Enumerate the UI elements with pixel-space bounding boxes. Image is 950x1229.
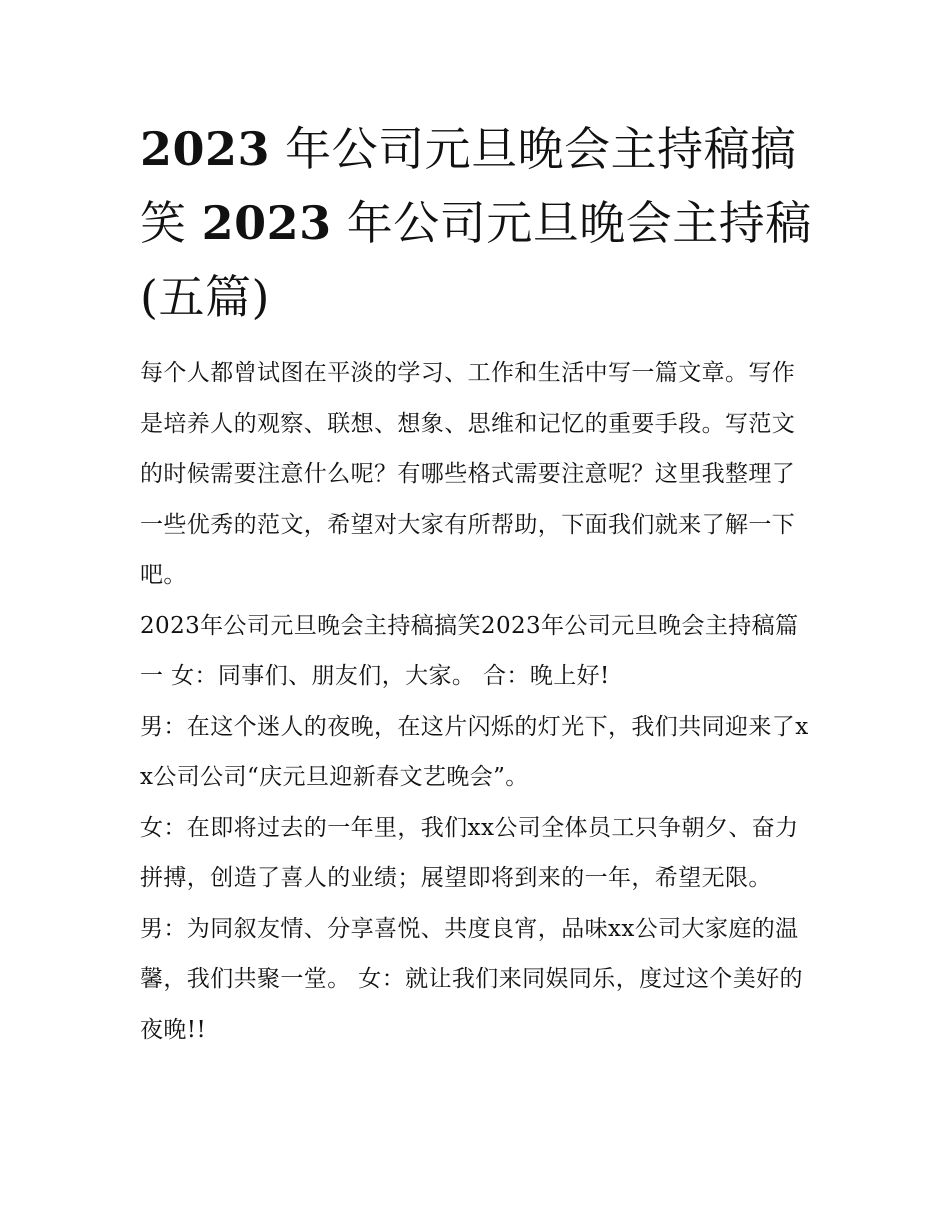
title-year-1: 2023 [140, 122, 271, 176]
title-text-1: 年公司元旦晚会主持稿搞笑 [140, 122, 797, 250]
body-paragraph-2: 男：在这个迷人的夜晚，在这片闪烁的灯光下，我们共同迎来了xx公司公司“庆元旦迎新春文艺晚会”。 [140, 713, 809, 790]
body-paragraph-3: 女：在即将过去的一年里，我们xx公司全体员工只争朝夕、奋力拼搏，创造了喜人的业绩；展望即将到来的一年，希望无限。 [140, 814, 799, 891]
body-paragraph-1: 2023年公司元旦晚会主持稿搞笑2023年公司元旦晚会主持稿篇一 女：同事们、朋友们，大家。 合：晚上好! [140, 612, 799, 689]
document-page [140, 112, 815, 1055]
title-year-2: 2023 [201, 196, 332, 250]
intro-paragraph: 每个人都曾试图在平淡的学习、工作和生活中写一篇文章。写作是培养人的观察、联想、想象、思维和记忆的重要手段。写范文的时候需要注意什么呢？有哪些格式需要注意呢？这里我整理了一些优秀的范文，希望对大家有所帮助，下面我们就来了解一下吧。 [140, 360, 796, 588]
title-text-2: 年公司元旦晚会主持稿(五篇) [140, 196, 812, 324]
body-paragraph-4: 男：为同叙友情、分享喜悦、共度良宵，品味xx公司大家庭的温馨，我们共聚一堂。 女：就让我们来同娱同乐，度过这个美好的夜晚!! [140, 915, 803, 1043]
document-title [140, 112, 815, 334]
